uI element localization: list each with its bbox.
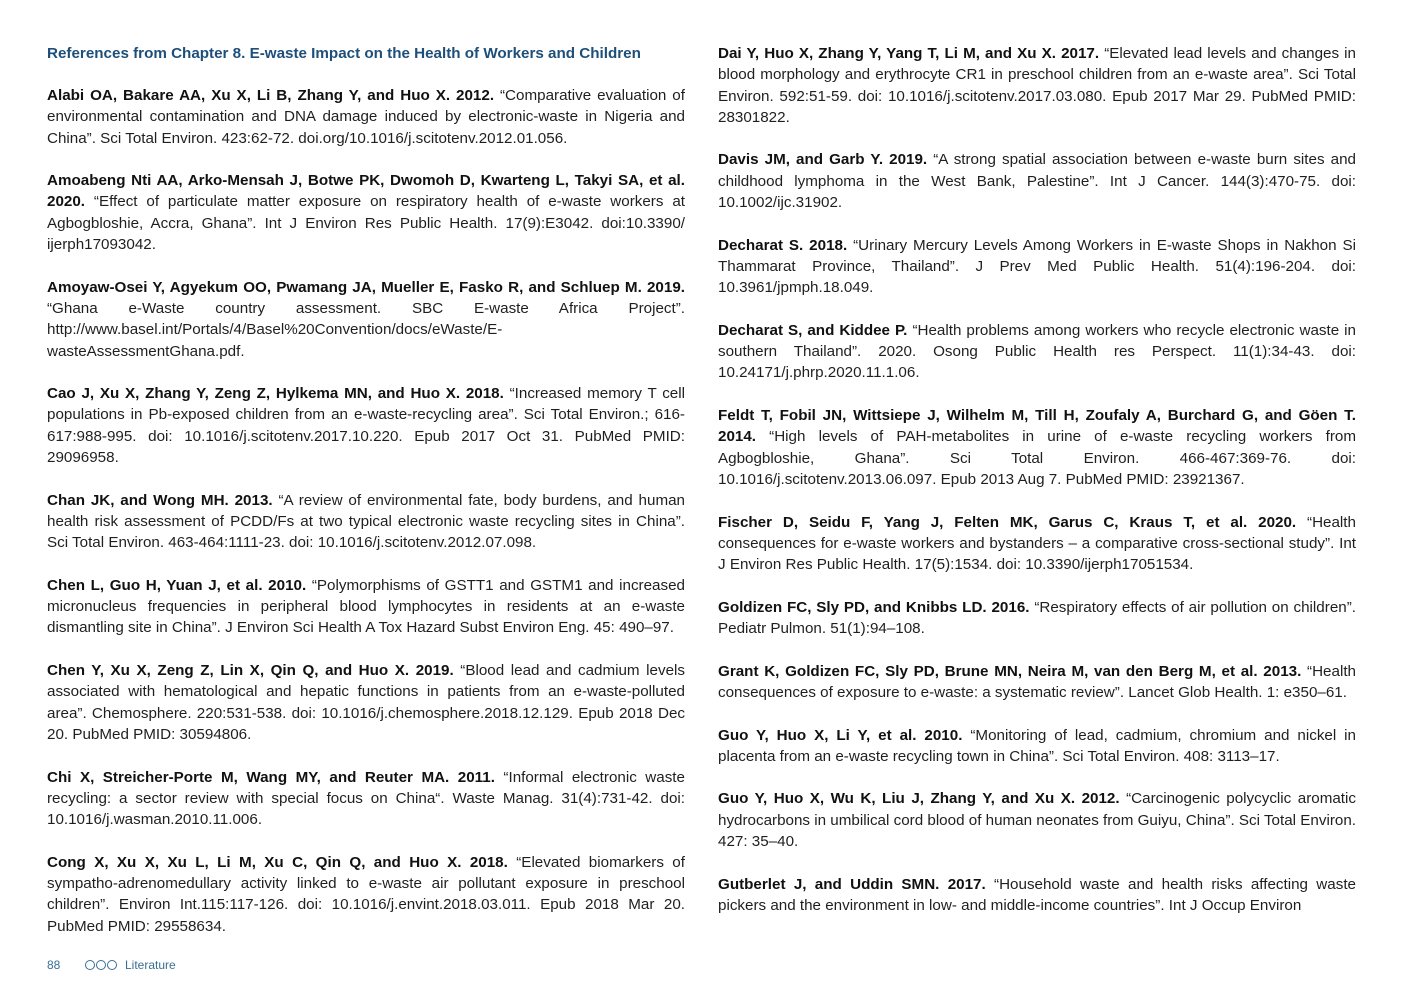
reference-authors: Amoabeng Nti AA, Arko-Mensah J, Botwe PK, Dwomoh D, Kwarteng L, Takyi SA, et al. 2020. [47,172,685,211]
reference-entry [47,170,685,255]
reference-entry [718,788,1356,852]
reference-entry [718,512,1356,576]
reference-entry [47,383,685,468]
reference-authors: Chi X, Streicher-Porte M, Wang MY, and Reuter MA. 2011. [47,768,495,786]
chapter-heading: References from Chapter 8. E-waste Impact on the Health of Workers and Children [47,45,641,62]
reference-authors: Guo Y, Huo X, Wu K, Liu J, Zhang Y, and Xu X. 2012. [718,790,1120,808]
reference-authors: Alabi OA, Bakare AA, Xu X, Li B, Zhang Y, and Huo X. 2012. [47,87,495,104]
reference-text: “Health consequences for e-waste workers and bystanders – a comparative cross-sectional study”. Int J Environ Res Public Health. 17(5):1534. doi: 10.3390/ijerph17051534. [718,513,1356,574]
section-label: Literature [125,958,176,972]
reference-entry [718,149,1356,213]
reference-entry [47,575,685,639]
three-rings-icon [85,960,118,970]
reference-authors: Fischer D, Seidu F, Yang J, Felten MK, Garus C, Kraus T, et al. 2020. [718,513,1297,531]
reference-authors: Cong X, Xu X, Xu L, Li M, Xu C, Qin Q, and Huo X. 2018. [47,853,508,871]
reference-list-right [718,43,1356,916]
reference-text: “Polymorphisms of GSTT1 and GSTM1 and increased micronucleus frequencies in peripheral blood lymphocytes in residents at an e-waste dismantling site in China”. J Environ Sci Health A Tox Hazard Subst Environ Eng. 45: 490–97. [47,576,685,637]
ring-icon [107,960,117,970]
reference-entry [718,661,1356,704]
reference-text: “A review of environmental fate, body burdens, and human health risk assessment of PCDD/Fs at two typical electronic waste recycling sites in China”. Sci Total Environ. 463-464:1111-23. doi: 10.1016/j.scitotenv.2012.07.098. [47,491,685,552]
reference-entry [47,767,685,831]
reference-text: “Blood lead and cadmium levels associated with hematological and hepatic functions in patients from an e-waste-polluted area”. Chemosphere. 220:531-538. doi: 10.1016/j.chemosphere.2018.12.129. Epub 2018 Dec 20. PubMed PMID: 30594806. [47,662,685,743]
reference-text: “High levels of PAH-metabolites in urine of e-waste recycling workers from Agbogbloshie, Ghana”. Sci Total Environ. 466-467:369-76. doi: 10.1016/j.scitotenv.2013.06.097. Epub 2013 Aug 7. PubMed PMID: 23921367. [718,428,1356,488]
reference-text: “Household waste and health risks affecting waste pickers and the environment in low- and middle-income countries”. Int J Occup Environ [718,875,1356,914]
reference-entry [718,874,1356,917]
reference-entry [47,85,685,149]
reference-entry [718,725,1356,768]
reference-authors: Decharat S, and Kiddee P. [718,321,908,339]
reference-text: “Health consequences of exposure to e-waste: a systematic review”. Lancet Glob Health. 1: e350–61. [718,662,1356,701]
reference-text: “Elevated lead levels and changes in blood morphology and erythrocyte CR1 in preschool children from an e-waste area”. Sci Total Environ. 592:51-59. doi: 10.1016/j.scitotenv.2017.03.080. Epub 2017 Mar 29. PubMed PMID: 28301822. [718,45,1357,126]
reference-list-left [47,85,685,937]
reference-authors: Guo Y, Huo X, Li Y, et al. 2010. [718,726,963,744]
reference-text: “Comparative evaluation of environmental contamination and DNA damage induced by electronic-waste in Nigeria and China”. Sci Total Environ. 423:62-72. doi.org/10.1016/j.scitotenv.2012.01.056. [47,87,685,147]
reference-authors: Decharat S. 2018. [718,236,848,254]
reference-authors: Davis JM, and Garb Y. 2019. [718,151,928,169]
ring-icon [85,960,95,970]
reference-entry [718,405,1356,490]
reference-text: “Effect of particulate matter exposure on respiratory health of e-waste workers at Agbogbloshie, Accra, Ghana”. Int J Environ Res Public Health. 17(9):E3042. doi:10.3390/ ijerph17093042. [47,193,685,254]
reference-text: “Increased memory T cell populations in Pb-exposed children from an e-waste-recycling area”. Sci Total Environ.; 616-617:988-995. doi: 10.1016/j.scitotenv.2017.10.220. Epub 2017 Oct 31. PubMed PMID: 29096958. [47,385,685,467]
reference-authors: Dai Y, Huo X, Zhang Y, Yang T, Li M, and Xu X. 2017. [718,45,1100,62]
reference-text: “Carcinogenic polycyclic aromatic hydrocarbons in umbilical cord blood of human neonates from Guiyu, China”. Sci Total Environ. 427: 35–40. [718,790,1356,850]
reference-entry [718,597,1356,640]
reference-authors: Amoyaw-Osei Y, Agyekum OO, Pwamang JA, Mueller E, Fasko R, and Schluep M. 2019. [47,278,685,296]
reference-text: “Informal electronic waste recycling: a sector review with special focus on China“. Waste Manag. 31(4):731-42. doi: 10.1016/j.wasman.2010.11.006. [47,768,685,829]
reference-entry [47,277,685,362]
right-column [718,43,1356,937]
reference-entry [47,660,685,745]
page-number: 88 [47,958,61,972]
reference-authors: Chan JK, and Wong MH. 2013. [47,491,273,509]
reference-entry [718,235,1356,299]
reference-entry [47,852,685,937]
reference-authors: Grant K, Goldizen FC, Sly PD, Brune MN, Neira M, van den Berg M, et al. 2013. [718,662,1302,680]
reference-entry [47,490,685,554]
page-footer [47,956,176,974]
reference-text: “A strong spatial association between e-waste burn sites and childhood lymphoma in the West Bank, Palestine”. Int J Cancer. 144(3):470-75. doi: 10.1002/ijc.31902. [718,151,1356,212]
reference-authors: Goldizen FC, Sly PD, and Knibbs LD. 2016. [718,598,1030,616]
left-column [47,43,685,958]
reference-authors: Chen Y, Xu X, Zeng Z, Lin X, Qin Q, and Huo X. 2019. [47,662,454,680]
reference-authors: Gutberlet J, and Uddin SMN. 2017. [718,875,986,893]
reference-text: “Monitoring of lead, cadmium, chromium and nickel in placenta from an e-waste recycling town in China”. Sci Total Environ. 408: 3113–17. [718,726,1356,765]
reference-entry [718,43,1356,128]
reference-authors: Chen L, Guo H, Yuan J, et al. 2010. [47,576,307,594]
reference-authors: Feldt T, Fobil JN, Wittsiepe J, Wilhelm M, Till H, Zoufaly A, Burchard G, and Göen T. 2014. [718,407,1356,446]
reference-entry [718,320,1356,384]
ring-icon [96,960,106,970]
reference-text: “Elevated biomarkers of sympatho-adrenomedullary activity linked to e-waste air pollutant exposure in preschool children”. Environ Int.115:117-126. doi: 10.1016/j.envint.2018.03.011. Epub 2018 Mar 20. PubMed PMID: 29558634. [47,853,685,935]
reference-authors: Cao J, Xu X, Zhang Y, Zeng Z, Hylkema MN, and Huo X. 2018. [47,385,504,403]
reference-text: “Urinary Mercury Levels Among Workers in E-waste Shops in Nakhon Si Thammarat Province, Thailand”. J Prev Med Public Health. 51(4):196-204. doi: 10.3961/jpmph.18.049. [718,236,1356,297]
reference-text: “Health problems among workers who recycle electronic waste in southern Thailand”. 2020. Osong Public Health res Perspect. 11(1):34-43. doi: 10.24171/j.phrp.2020.11.1.06. [718,321,1356,382]
reference-text: “Respiratory effects of air pollution on children”. Pediatr Pulmon. 51(1):94–108. [718,598,1356,638]
reference-text: “Ghana e-Waste country assessment. SBC E-waste Africa Project”. http://www.basel.int/Portals/4/Basel%20Convention/docs/eWaste/E-wasteAssessmentGhana.pdf. [47,299,685,360]
